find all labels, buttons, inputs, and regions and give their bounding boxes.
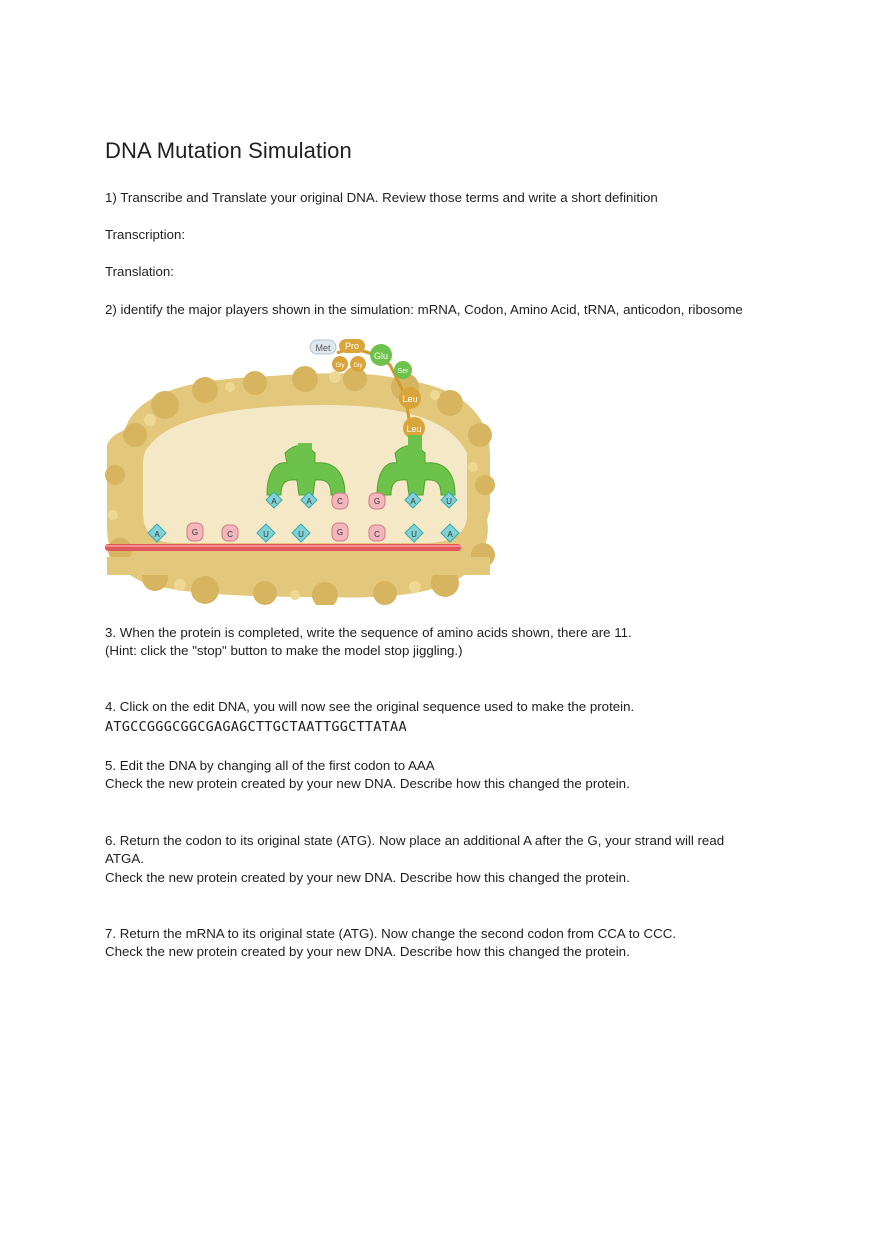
question-5-line-2: Check the new protein created by your new DNA. Describe how this changed the protein. (105, 776, 630, 791)
question-4-line-1: 4. Click on the edit DNA, you will now see the original sequence used to make the protein. (105, 699, 635, 714)
question-3-line-1: 3. When the protein is completed, write the sequence of amino acids shown, there are 11. (105, 625, 632, 640)
amino-acid-label: Glu (373, 351, 389, 361)
question-7-line-1: 7. Return the mRNA to its original state (ATG). Now change the second codon from CCA to CCC. (105, 926, 677, 941)
anticodon-base: U (446, 497, 452, 506)
transcription-label: Transcription: (105, 227, 186, 242)
ribosome-illustration (105, 335, 495, 605)
translation-simulation-figure (105, 335, 495, 605)
amino-acid-label: Ser (397, 368, 409, 375)
anticodon-base: A (306, 497, 312, 506)
question-1: 1) Transcribe and Translate your original DNA. Review those terms and write a short definition (105, 190, 658, 205)
anticodon-base: A (410, 497, 416, 506)
translation-label: Translation: (105, 264, 174, 279)
question-6-line-3: Check the new protein created by your new DNA. Describe how this changed the protein. (105, 870, 630, 885)
amino-acid-label: Leu (406, 424, 422, 434)
mrna-base: A (154, 530, 160, 539)
question-5-line-1: 5. Edit the DNA by changing all of the first codon to AAA (105, 758, 435, 773)
mrna-base: C (374, 530, 380, 539)
mrna-base: U (298, 530, 304, 539)
question-7-line-2: Check the new protein created by your new DNA. Describe how this changed the protein. (105, 944, 630, 959)
mrna-bases (148, 523, 459, 542)
amino-acid-label: Gly (335, 363, 345, 369)
amino-acid-label: Gly (353, 363, 363, 369)
anticodon-base: G (373, 497, 381, 506)
mrna-strand (105, 544, 461, 551)
anticodon-base: C (337, 497, 343, 506)
question-2: 2) identify the major players shown in the simulation: mRNA, Codon, Amino Acid, tRNA, anticodon, ribosome (105, 302, 743, 317)
mrna-base: U (411, 530, 417, 539)
question-3-line-2: (Hint: click the "stop" button to make the model stop jiggling.) (105, 643, 463, 658)
page-title: DNA Mutation Simulation (105, 138, 352, 163)
amino-acid-label: Pro (344, 341, 360, 351)
mrna-base: G (336, 528, 344, 537)
question-6-line-1: 6. Return the codon to its original state (ATG). Now place an additional A after the G, your strand will read (105, 833, 725, 848)
anticodon-base: A (271, 497, 277, 506)
amino-acid-label: Leu (402, 394, 418, 404)
amino-acid-label: Met (315, 343, 331, 353)
question-6-line-2: ATGA. (105, 851, 144, 866)
mrna-base: C (227, 530, 233, 539)
mrna-base: A (447, 530, 453, 539)
dna-sequence: ATGCCGGGCGGCGAGAGCTTGCTAATTGGCTTATAA (105, 719, 407, 735)
mrna-base: G (191, 528, 199, 537)
mrna-base: U (263, 530, 269, 539)
